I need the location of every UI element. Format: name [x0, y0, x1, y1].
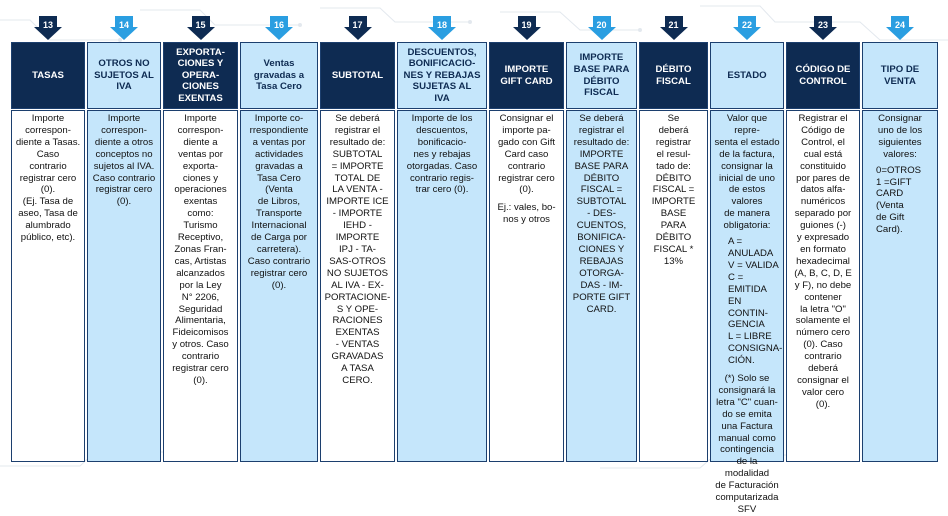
column-20 [566, 0, 637, 472]
column-22 [710, 0, 784, 515]
column-header-text: TASAS [32, 69, 64, 81]
column-header-text: Ventas gravadas a Tasa Cero [253, 58, 305, 93]
column-header [786, 42, 860, 109]
column-description: Importe correspon- diente a ventas por exporta- ciones y operaciones exentas como: Turismo Receptivo, Zonas Fran- cas, Artistas alcanzados por la Ley N° 2206, Seguridad Alimentaria, Fideicomisos y otros. Caso contrario registrar cero (0). [172, 113, 229, 386]
column-number-badge [265, 16, 293, 40]
column-description: Consignar uno de los siguientes valores: [877, 113, 923, 160]
column-header [566, 42, 637, 109]
column-body [862, 110, 938, 462]
column-number-badge [886, 16, 914, 40]
column-note: (*) Solo se consignará la letra "C" cuan- do se emita una Factura manual como contingencia de la modalidad de Facturación computarizada SFV [715, 373, 779, 515]
column-description: Se deberá registrar el resultado de: SUBTOTAL = IMPORTE TOTAL DE LA VENTA - IMPORTE ICE - IMPORTE IEHD - IMPORTE IPJ - TA- SAS-OTROS NO SUJETOS AL IVA - EX- PORTACIONE- S Y OPE- RACIONES EXENTAS - VENTAS GRAVADAS A TASA CERO. [324, 113, 391, 386]
column-header-text: CÓDIGO DE CONTROL [795, 63, 851, 87]
column-header-text: EXPORTA- CIONES Y OPERA- CIONES EXENTAS [176, 46, 225, 104]
column-number: 22 [741, 20, 752, 30]
column-header [710, 42, 784, 109]
column-number-badge [110, 16, 138, 40]
column-number-badge [733, 16, 761, 40]
column-header [240, 42, 318, 109]
column-number-badge [34, 16, 62, 40]
column-number: 15 [195, 20, 206, 30]
column-number: 13 [42, 20, 53, 30]
column-description: Se deberá registrar el resultado de: IMPORTE BASE PARA DÉBITO FISCAL = SUBTOTAL - DES- CUENTOS, BONIFICA- CIONES Y REBAJAS OTORGA- DAS - IM- PORTE GIFT CARD. [572, 113, 631, 315]
column-number: 16 [273, 20, 284, 30]
column-body [320, 110, 395, 462]
column-number-badge [428, 16, 456, 40]
column-number-badge [187, 16, 215, 40]
column-15 [163, 0, 238, 472]
code-value: V = VALIDA [728, 259, 779, 271]
column-number: 17 [352, 20, 363, 30]
column-number: 18 [436, 20, 447, 30]
column-header [862, 42, 938, 109]
column-number: 23 [817, 20, 828, 30]
code-value: A = ANULADA [728, 236, 774, 259]
column-header [87, 42, 161, 109]
column-body [240, 110, 318, 462]
column-header-text: OTROS NO SUJETOS AL IVA [94, 58, 154, 93]
column-number-badge [588, 16, 616, 40]
column-number: 20 [596, 20, 607, 30]
column-number: 14 [118, 20, 129, 30]
column-number: 19 [521, 20, 532, 30]
column-description: Importe correspon- diente a otros conceptos no sujetos al IVA. Caso contrario registrar cero (0). [92, 113, 156, 208]
column-header [320, 42, 395, 109]
column-header-text: ESTADO [727, 69, 767, 81]
column-description: Se deberá registrar el resul- tado de: DÉBITO FISCAL = IMPORTE BASE PARA DÉBITO FISCAL * 13% [651, 113, 696, 267]
column-description: Consignar el importe pa- gado con Gift Card caso contrario registrar cero (0). [497, 113, 556, 196]
column-body [87, 110, 161, 462]
column-body [639, 110, 708, 462]
column-note: Ej.: vales, bo- nos y otros [497, 202, 556, 226]
code-value: 0=OTROS [876, 164, 922, 176]
column-body [163, 110, 238, 462]
column-header [489, 42, 564, 109]
column-body [710, 110, 784, 515]
column-header-text: DESCUENTOS, BONIFICACIO- NES Y REBAJAS SUJETAS AL IVA [403, 46, 481, 104]
column-header-text: DÉBITO FISCAL [655, 63, 692, 87]
code-value: 1 =GIFT CARD (Venta de Gift Card). [876, 176, 912, 236]
column-body [489, 110, 564, 462]
column-body [11, 110, 85, 462]
code-value: L = LIBRE CONSIGNA- CIÓN. [728, 331, 783, 367]
column-header [397, 42, 487, 109]
column-number-badge [660, 16, 688, 40]
column-number: 24 [894, 20, 905, 30]
column-header-text: IMPORTE GIFT CARD [500, 63, 553, 87]
column-body [566, 110, 637, 462]
column-13 [11, 0, 85, 472]
column-description: Importe de los descuentos, bonificacio- nes y rebajas otorgadas. Caso contrario regis- trar cero (0). [406, 113, 478, 196]
column-24 [862, 0, 938, 472]
column-16 [240, 0, 318, 472]
column-number-badge [513, 16, 541, 40]
column-header-text: SUBTOTAL [331, 69, 384, 81]
column-body [397, 110, 487, 462]
column-17 [320, 0, 395, 472]
column-23 [786, 0, 860, 472]
column-14 [87, 0, 161, 472]
column-description: Registrar el Código de Control, el cual está constituido por pares de datos alfa- numéricos separado por guiones (-) y expresado en formato hexadecimal (A, B, C, D, E y F), no debe contener la letra "O" solamente el número cero (0). Caso contrario deberá consignar el valor cero (0). [794, 113, 852, 410]
column-header [639, 42, 708, 109]
column-description: Importe correspon- diente a Tasas. Caso contrario registrar cero (0). (Ej. Tasa de aseo, Tasa de alumbrado público, etc). [15, 113, 81, 244]
column-19 [489, 0, 564, 472]
column-number-badge [809, 16, 837, 40]
column-header-text: IMPORTE BASE PARA DÉBITO FISCAL [573, 52, 630, 99]
column-description: Valor que repre- senta el estado de la factura, consignar la inicial de uno de estos valores de manera obligatoria: [714, 113, 780, 232]
column-header [11, 42, 85, 109]
column-number-badge [344, 16, 372, 40]
column-18 [397, 0, 487, 472]
column-header-text: TIPO DE VENTA [880, 63, 920, 87]
column-header [163, 42, 238, 109]
column-description: Importe co- rrespondiente a ventas por actividades gravadas a Tasa Cero (Venta de Libros, Transporte Internacional de Carga por carretera). Caso contrario registrar cero (0). [247, 113, 311, 291]
column-body [786, 110, 860, 462]
column-21 [639, 0, 708, 472]
column-number: 21 [668, 20, 679, 30]
code-value: C = EMITIDA EN CONTIN- GENCIA [728, 271, 768, 331]
